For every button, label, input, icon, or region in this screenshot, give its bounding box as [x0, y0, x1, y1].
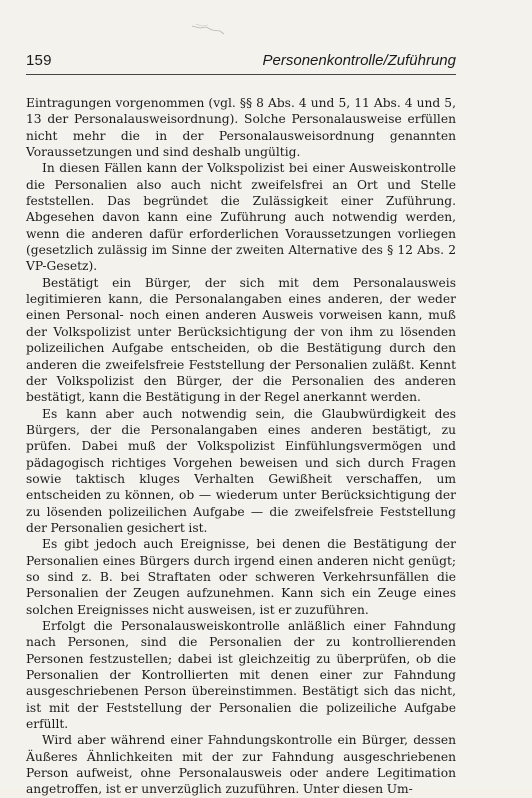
paragraph: Es kann aber auch notwendig sein, die Glaubwürdigkeit des Bürgers, der die Personalangaben eines anderen bestätigt, zu prüfen. Dabei muß der Volkspolizist Einfühlungsvermögen und pädagogisch richtiges Vorgehen beweisen und sich durch Fragen sowie taktisch kluges Verhalten Gewißheit verschaffen, um entscheiden zu können, ob — wiederum unter Berücksichtigung der zu lösenden polizeilichen Aufgabe — die zweifelsfreie Feststellung der Personalien gesichert ist. [26, 406, 456, 535]
paragraph: Wird aber während einer Fahndungskontrolle ein Bürger, dessen Äußeres Ähnlichkeiten mit der zur Fahndung ausgeschriebenen Person aufweist, ohne Personalausweis oder andere Legitimation angetroffen, ist er unverzüglich zuzuführen. Unter diesen Um- [26, 733, 456, 797]
paragraph: Bestätigt ein Bürger, der sich mit dem Personalausweis legitimieren kann, die Personalangaben eines anderen, der weder einen Personal- noch einen anderen Ausweis vorweisen kann, muß der Volkspolizist unter Berücksichtigung der von ihm zu lösenden polizeilichen Aufgabe entscheiden, ob die Bestätigung durch den anderen die zweifelsfreie Feststellung der Personalien zuläßt. Kennt der Volkspolizist den Bürger, der die Personalien des anderen bestätigt, kann die Bestätigung in der Regel anerkannt werden. [26, 275, 456, 405]
paragraph-continuation: Eintragungen vorgenommen (vgl. §§ 8 Abs. 4 und 5, 11 Abs. 4 und 5, 13 der Personalausweisordnung). Solche Personalausweise erfüllen nicht mehr die in der Personalausweisordnung genannten Voraussetzungen und sind deshalb ungültig. [26, 96, 456, 160]
paragraph: Es gibt jedoch auch Ereignisse, bei denen die Bestätigung der Personalien eines Bürgers durch irgend einen anderen nicht genügt; so sind z. B. bei Straftaten oder schweren Verkehrsunfällen die Personalien der Zeugen aufzunehmen. Kann sich ein Zeuge eines solchen Ereignisses nicht ausweisen, ist er zuzuführen. [26, 537, 456, 617]
body-text [26, 95, 456, 798]
scan-smudge-mark [190, 22, 226, 36]
running-title: Personenkontrolle/Zuführung [262, 52, 456, 69]
paragraph: Erfolgt die Personalausweiskontrolle anläßlich einer Fahndung nach Personen, sind die Personalien der zu kontrollierenden Personen festzustellen; dabei ist gleichzeitig zu überprüfen, ob die Personalien der Kontrollierten mit denen einer zur Fahndung ausgeschriebenen Person übereinstimmen. Bestätigt sich das nicht, ist mit der Feststellung der Personalien die polizeiliche Aufgabe erfüllt. [26, 619, 456, 732]
page-number: 159 [26, 52, 52, 69]
page-header [26, 52, 456, 75]
paragraph: In diesen Fällen kann der Volkspolizist bei einer Ausweiskontrolle die Personalien also auch nicht zweifelsfrei an Ort und Stelle feststellen. Das begründet die Zulässigkeit einer Zuführung. Abgesehen davon kann eine Zuführung auch notwendig werden, wenn die anderen dafür erforderlichen Voraussetzungen vorliegen (gesetzlich zulässig im Sinne der zweiten Alternative des § 12 Abs. 2 VP-Gesetz). [26, 161, 456, 274]
